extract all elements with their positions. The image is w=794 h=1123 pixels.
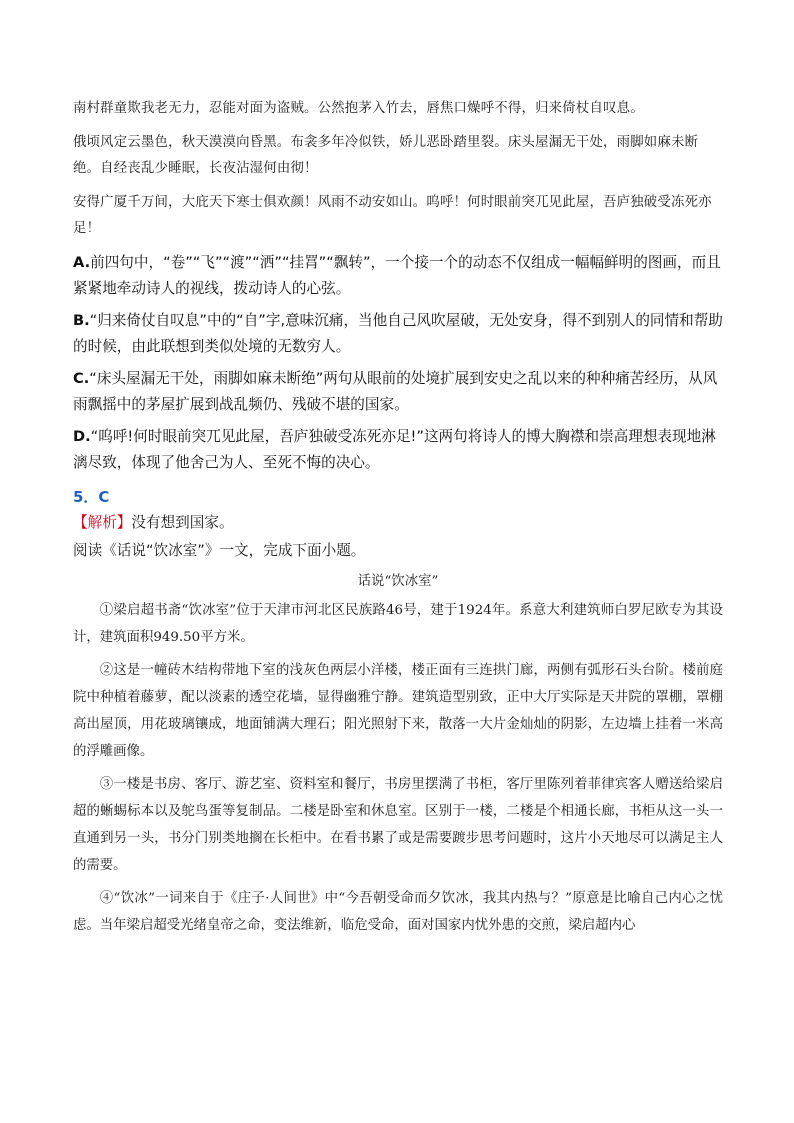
reading-instruction: 阅读《话说“饮冰室”》一文，完成下面小题。 xyxy=(73,542,366,559)
document-page xyxy=(73,96,723,945)
article-paragraph: ③一楼是书房、客厅、游艺室、资料室和餐厅，书房里摆满了书柜，客厅里陈列着菲律宾客人赠送给梁启超的蜥蜴标本以及鸵鸟蛋等复制品。二楼是卧室和休息室。区别于一楼，二楼是个相通长廊，书柜从这一头一直通到另一头，书分门别类地搁在长柜中。在看书累了或是需要踱步思考问题时，这片小天地尽可以满足主人的需要。 xyxy=(73,777,723,873)
poem-stanza: 安得广厦千万间，大庇天下寒士俱欢颜！风雨不动安如山。呜呼！何时眼前突兀见此屋，吾庐独破受冻死亦足！ xyxy=(73,195,712,236)
article-paragraph: ①梁启超书斋“饮冰室”位于天津市河北区民族路46号，建于1924年。系意大利建筑师白罗尼欧专为其设计，建筑面积949.50平方米。 xyxy=(73,603,723,645)
option-b: B.“归来倚仗自叹息”中的“自”字,意味沉痛，当他自己风吹屋破，无处安身，得不到别人的同情和帮助的时候，由此联想到类似处境的无数穷人。 xyxy=(73,312,723,355)
option-d: D.“呜呼!何时眼前突兀见此屋，吾庐独破受冻死亦足!”这两句将诗人的博大胸襟和崇高理想表现地淋漓尽致，体现了他舍己为人、至死不悔的决心。 xyxy=(73,428,716,471)
article-title: 话说“饮冰室” xyxy=(357,574,439,589)
analysis xyxy=(73,510,723,536)
option-a: A.前四句中，“卷”“飞”“渡”“洒”“挂罥”“飘转”，一个接一个的动态不仅组成一幅幅鲜明的图画，而且紧紧地牵动诗人的视线，拨动诗人的心弦。 xyxy=(73,254,721,297)
poem-text xyxy=(73,96,723,242)
question-options xyxy=(73,250,723,476)
answer-label: 5．C xyxy=(73,488,110,506)
analysis-text: 没有想到国家。 xyxy=(131,514,234,531)
option-c: C.“床头屋漏无干处，雨脚如麻未断绝”两句从眼前的处境扩展到安史之乱以来的种种痛苦经历，从风雨飘摇中的茅屋扩展到战乱频仍、残破不堪的国家。 xyxy=(73,370,718,413)
analysis-tag: 【解析】 xyxy=(73,514,132,531)
article-paragraph: ②这是一幢砖木结构带地下室的浅灰色两层小洋楼，楼正面有三连拱门廊，两侧有弧形石头台阶。楼前庭院中种植着藤萝，配以淡素的透空花墙，显得幽雅宁静。建筑造型别致，正中大厅实际是天井院的罩棚，罩棚高出屋顶，用花玻璃镶成，地面铺满大理石；阳光照射下来，散落一大片金灿灿的阴影，左边墙上挂着一米高的浮雕画像。 xyxy=(73,663,723,759)
poem-stanza: 俄顷风定云墨色，秋天漠漠向昏黑。布衾多年冷似铁，娇儿恶卧踏里裂。床头屋漏无干处，雨脚如麻未断绝。自经丧乱少睡眠，长夜沾湿何由彻！ xyxy=(73,135,699,176)
poem-stanza: 南村群童欺我老无力，忍能对面为盗贼。公然抱茅入竹去，唇焦口燥呼不得，归来倚杖自叹息。 xyxy=(73,101,644,116)
article-paragraph: ④“饮冰”一词来自于《庄子·人间世》中“今吾朝受命而夕饮冰，我其内热与？”原意是比喻自己内心之忧虑。当年梁启超受光绪皇帝之命，变法维新，临危受命，面对国家内忧外患的交煎，梁启超内心 xyxy=(73,891,723,933)
